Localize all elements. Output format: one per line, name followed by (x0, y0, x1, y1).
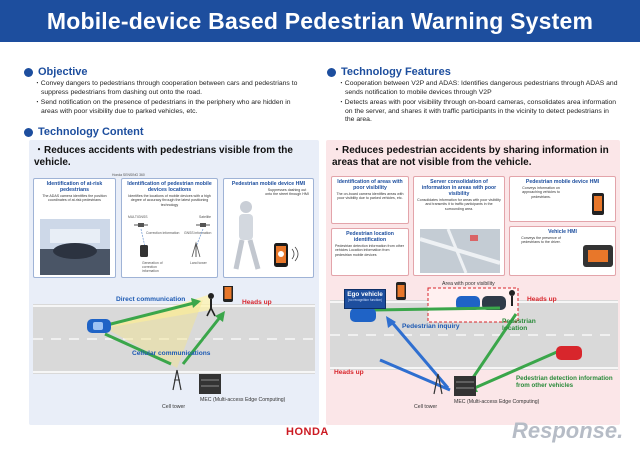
card-pedestrian-hmi: Pedestrian mobile device HMI Suppresses dashing out onto the street through HMI (223, 178, 314, 278)
bullet-dot-icon (24, 68, 33, 77)
bullet-dot-icon (327, 68, 336, 77)
title-banner (0, 0, 640, 42)
ego-vehicle-box: Ego vehicle (no recognition function) (344, 289, 386, 309)
left-panel-title: ・Reduces accidents with pedestrians visible from the vehicle. (34, 145, 293, 168)
pedestrian-detection-label: Pedestrian detection information from other vehicles (516, 375, 613, 389)
bullet-dot-icon (24, 128, 33, 137)
card-poor-visibility-areas: Identification of areas with poor visibility The on-board camera identifies areas with poor visibility due to parked vehicles, etc. (331, 176, 409, 224)
card-pedestrian-location: Pedestrian location identification Pedestrian detection information from other vehicles Location information from pedestrian mobile devices (331, 228, 409, 276)
tech-feature-bullet: ・Cooperation between V2P and ADAS: Identifies dangerous pedestrians through ADAS and sends notification to mobile devices through V2P (338, 80, 618, 96)
cell-tower-label: Cell tower (162, 404, 186, 410)
mec-label: MEC (Multi-access Edge Computing) (200, 397, 286, 403)
objective-bullets (34, 80, 306, 118)
map-illustration (420, 229, 500, 273)
pedestrian-location-label: Pedestrian location (502, 318, 536, 332)
objective-heading: Objective (24, 66, 88, 78)
heads-up-top-label: Heads up (527, 296, 557, 303)
source-note: Honda SENSING 360 (112, 173, 145, 177)
heads-up-label: Heads up (242, 299, 272, 306)
objective-bullet: ・Send notification on the presence of pedestrians in the periphery who are hidden in areas with poor visibility due to parked vehicles, etc. (34, 99, 291, 115)
dashboard-icon (582, 241, 614, 271)
pedestrian-phone-illustration (228, 197, 312, 277)
gnss-info-label: GNSS information (184, 231, 212, 235)
tech-feature-bullet: ・Detects areas with poor visibility through on-board cameras, consolidates area information on the server, and shares it with traffic participants in the vicinity to detect pedestrians in the area. (338, 99, 617, 124)
positioning-diagram (130, 221, 212, 259)
tech-features-bullets (338, 80, 618, 127)
tech-content-heading: Technology Content (24, 126, 144, 138)
card-mobile-device-locations: Identification of pedestrian mobile devices locations Identifies the locations of mobile devices with a high degree of accuracy through the latest positioning technology MULTIGNSS Satellite Correction information GNSS information Generation of correction information Land tower (121, 178, 218, 278)
area-poor-visibility-label: Area with poor visibility (442, 281, 495, 287)
satellite-label: Satellite (199, 215, 212, 219)
right-mec-label: MEC (Multi-access Edge Computing) (454, 399, 540, 405)
honda-logo: HONDA (286, 426, 329, 438)
land-tower-label: Land tower (190, 261, 207, 265)
right-cell-tower-label: Cell tower (414, 404, 438, 410)
heads-up-bottom-label: Heads up (334, 369, 364, 376)
right-panel-title: ・Reduces pedestrian accidents by sharing information in areas that are not visible from the vehicle. (332, 145, 609, 168)
response-watermark: Response. (512, 418, 624, 443)
pedestrian-inquiry-label: Pedestrian inquiry (402, 323, 460, 330)
card-vehicle-hmi: Vehicle HMI Conveys the presence of pedestrians to the driver. (509, 226, 616, 276)
card-server-consolidation: Server consolidation of information in areas with poor visibility Consolidates information for areas with poor visibility and transmits it to traffic participants in the surrounding area. (413, 176, 505, 276)
card-at-risk-pedestrians: Identification of at-risk pedestrians The ADAS camera identifies the position coordinates of at-risk pedestrians (33, 178, 116, 278)
generation-label: Generation of correction information (142, 261, 163, 273)
page-title: Mobile-device Based Pedestrian Warning System (46, 8, 594, 34)
correction-info-label: Correction information (146, 231, 180, 235)
car-interior-image (40, 219, 110, 275)
card-right-pedestrian-hmi: Pedestrian mobile device HMI Conveys information on approaching vehicles to pedestrians. (509, 176, 616, 222)
cellular-communications-label: Cellular communications (132, 350, 211, 357)
phone-icon (588, 191, 612, 219)
tech-features-heading: Technology Features (327, 66, 451, 78)
objective-bullet: ・Convey dangers to pedestrians through cooperation between cars and pedestrians to suppress pedestrians from dashing out onto the road. (34, 80, 298, 96)
multignss-label: MULTIGNSS (128, 215, 148, 219)
direct-communication-label: Direct communication (116, 296, 186, 303)
